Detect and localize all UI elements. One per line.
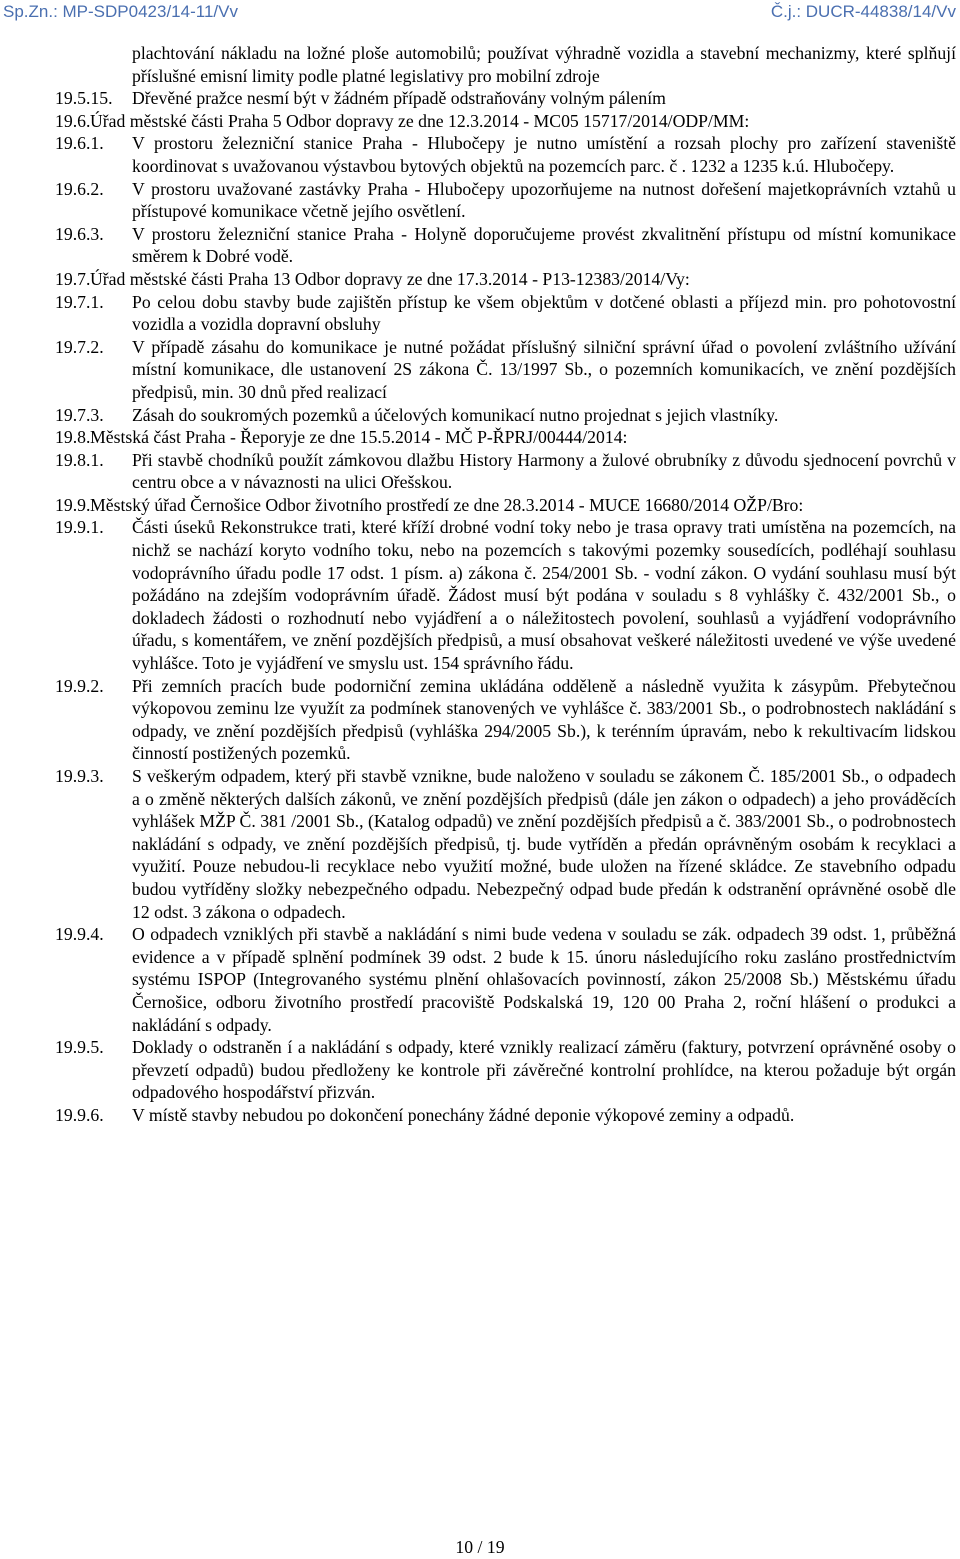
item-number: 19.9.3. [55,766,104,786]
item-number: 19.7.2. [55,336,104,357]
item-text: Dřevěné pražce nesmí být v žádném případě odstraňovány volným pálením [132,88,666,109]
list-item [0,268,956,291]
item-number: 19.7. [55,268,91,289]
item-text: V prostoru uvažované zastávky Praha - Hlubočepy upozorňujeme na nutnost dořešení majetkoprávních vztahů u přístupové komunikace včetně jejího osvětlení. [132,178,956,222]
item-text: O odpadech vzniklých při stavbě a nakládání s nimi bude vedena v souladu se zák. odpadech 39 odst. 1, průběžná evidence a v případě splnění podmínek 39 odst. 2 bude k 15. únoru následujícího roku zasláno prostřednictvím systému ISPOP (Integrovaného systému plnění ohlašovacích povinností, zákon 25/2008 Sb.) Městskému úřadu Černošice, odboru životního prostředí pracoviště Podskalská 19, 120 00 Praha 2, roční hlášení o produkci a nakládání s odpady. [132,924,956,1035]
item-number: 19.7.1. [55,291,104,312]
list-item [0,404,956,427]
item-number: 19.8.1. [55,449,104,470]
item-number: 19.5.15. [55,88,113,109]
list-item [0,426,956,449]
item-number: 19.9.4. [55,924,104,945]
header-case-number: Č.j.: DUCR-44838/14/Vv [770,2,956,21]
item-number: 19.9.2. [55,675,104,696]
list-item [0,765,956,923]
list-item [0,110,956,133]
item-number: 19.9.6. [55,1104,104,1125]
list-item [0,291,956,336]
item-text: V místě stavby nebudou po dokončení ponechány žádné deponie výkopové zeminy a odpadů. [132,1104,795,1125]
list-item [0,1036,956,1104]
item-number: 19.9.5. [55,1037,104,1058]
item-text: plachtování nákladu na ložné ploše automobilů; používat výhradně vozidla a stavební mechanizmy, které splňují příslušné emisní limity podle platné legislativy pro mobilní zdroje [132,43,956,86]
item-text: V prostoru železniční stanice Praha - Holyně doporučujeme provést zkvalitnění přístupu od místní komunikace směrem k Dobré vodě. [132,223,956,267]
item-number: 19.6. [55,110,91,131]
header-reference-number: Sp.Zn.: MP-SDP0423/14-11/Vv [3,2,238,21]
list-item [0,494,956,517]
item-text: Při stavbě chodníků použít zámkovou dlažbu History Harmony a žulové obrubníky z důvodu sjednocení povrchů v centru obce a v návaznosti na ulici Ořešskou. [132,449,956,493]
item-number: 19.9. [55,494,91,515]
item-text: Úřad městské části Praha 13 Odbor dopravy ze dne 17.3.2014 - P13-12383/2014/Vy: [90,268,690,289]
item-number: 19.8. [55,427,91,448]
list-item [0,132,956,177]
item-text: Doklady o odstraněn í a nakládání s odpady, které vznikly realizací záměru (faktury, potvrzení oprávněné osoby o převzetí odpadů) budou předloženy ke kontrole při závěrečné kontrolní prohlídce, na kterou požaduje být orgán odpadového hospodářství přizván. [132,1037,956,1103]
item-text: Při zemních pracích bude podorniční zemina ukládána odděleně a následně využita k zásypům. Přebytečnou výkopovou zeminu lze využít za podmínek stanovených ve vyhlášce č. 383/2001 Sb., o podrobnostech nakládání s odpady, ve znění pozdějších předpisů (vyhláška 294/2005 Sb.), k terénním úpravám, nebo k rekultivacím lidskou činností postižených pozemků. [132,675,956,764]
list-item [0,42,956,87]
item-number: 19.6.3. [55,223,104,244]
list-item [0,1104,956,1127]
list-item [0,223,956,268]
list-item [0,449,956,494]
list-item [0,675,956,765]
page-header [0,0,960,25]
item-text: V prostoru železniční stanice Praha - Hlubočepy je nutno umístění a rozsah plochy pro zařízení staveniště koordinovat s uvažovanou výstavbou bytových objektů na pozemcích parc. č . 1232 a 1235 k.ú. Hlubočepy. [132,133,956,176]
item-text: Po celou dobu stavby bude zajištěn přístup ke všem objektům v dotčené oblasti a příjezd min. pro pohotovostní vozidla a vozidla dopravní obsluhy [132,291,956,335]
item-text: Městský úřad Černošice Odbor životního prostředí ze dne 28.3.2014 - MUCE 16680/2014 OŽP/Bro: [90,494,804,515]
item-number: 19.6.1. [55,133,104,154]
document-body [0,42,960,1127]
list-item [0,178,956,223]
item-text: Části úseků Rekonstrukce trati, které kříží drobné vodní toky nebo je trasa opravy trati umístěna na pozemcích, na nichž se nachází koryto vodního toku, nebo na pozemcích s takovými pozemky sousedících, podléhají souhlasu vodoprávního úřadu podle 17 odst. 1 písm. a) zákona č. 254/2001 Sb. - vodní zákon. O vydání souhlasu musí být požádáno na zdejším vodoprávním úřadě. Žádost musí být podána v souladu s 8 vyhlášky č. 432/2001 Sb., o dokladech žádosti o rozhodnutí nebo vyjádření a o náležitostech povolení, souhlasů a vyjádření vodoprávního úřadu, s komentářem, ve znění pozdějších předpisů, a musí obsahovat veškeré náležitosti uvedené ve výše uvedené vyhlášce. Toto je vyjádření ve smyslu ust. 154 správního řádu. [132,517,956,674]
item-text: Úřad městské části Praha 5 Odbor dopravy ze dne 12.3.2014 - MC05 15717/2014/ODP/MM: [90,110,750,131]
item-number: 19.9.1. [55,517,104,538]
item-number: 19.6.2. [55,178,104,199]
item-text: V případě zásahu do komunikace je nutné požádat příslušný silniční správní úřad o povolení zvláštního užívání místní komunikace, dle ustanovení 2S zákona Č. 13/1997 Sb., o pozemních komunikacích, ve znění pozdějších předpisů, min. 30 dnů před realizací [132,336,956,402]
list-item [0,516,956,674]
item-text: Městská část Praha - Řeporyje ze dne 15.5.2014 - MČ P-ŘPRJ/00444/2014: [90,427,628,448]
list-item [0,87,956,110]
item-text: S veškerým odpadem, který při stavbě vznikne, bude naloženo v souladu se zákonem Č. 185/2001 Sb., o odpadech a o změně některých dalších zákonů, ve znění pozdějších předpisů (dále jen zákon o odpadech) a jeho prováděcích vyhlášek MŽP Č. 381 /2001 Sb., (Katalog odpadů) ve znění pozdějších předpisů a č. 383/2001 Sb., o podrobnostech nakládání s odpady, ve znění pozdějších předpisů, tj. bude vytříděn a předán oprávněným osobám k recyklaci a využití. Pouze nebudou-li recyklace nebo využití možné, bude uložen na řízené skládce. Ze stavebního odpadu budou vytříděny složky nebezpečného odpadu. Nebezpečný odpad bude předán k odstranění oprávněné osobě dle 12 odst. 3 zákona o odpadech. [132,766,956,922]
list-item [0,923,956,1036]
item-text: Zásah do soukromých pozemků a účelových komunikací nutno projednat s jejich vlastníky. [132,404,779,425]
page-number: 10 / 19 [455,1537,505,1557]
list-item [0,336,956,404]
item-number: 19.7.3. [55,404,104,425]
